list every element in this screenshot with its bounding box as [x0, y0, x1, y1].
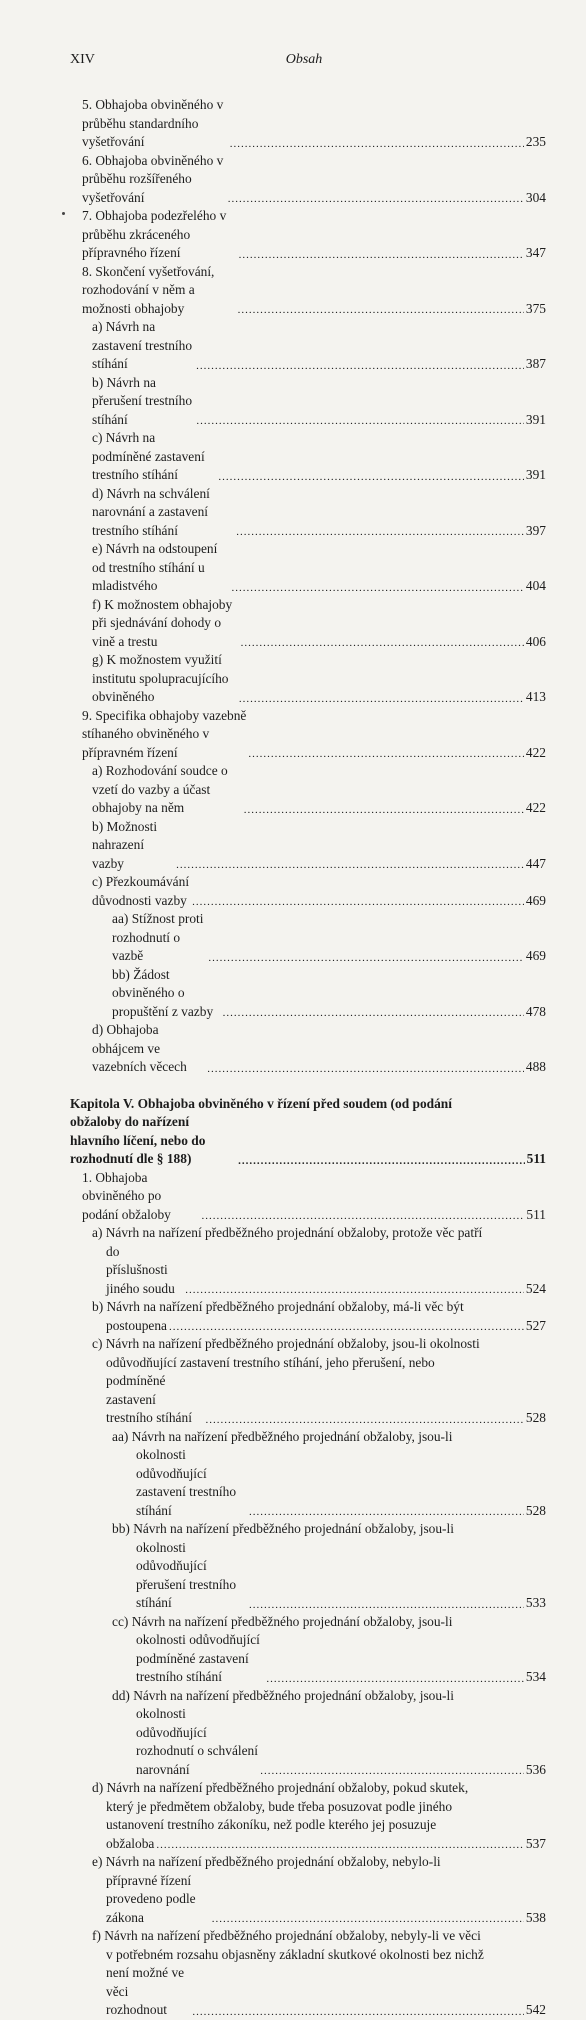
- toc-entry: [70, 540, 546, 596]
- toc-entry: [70, 596, 546, 652]
- toc-entry-page: 528: [525, 1410, 546, 1425]
- leader-dots: [248, 746, 524, 762]
- toc-entry-title: 8. Skončení vyšetřování, rozhodování v něm a možnosti obhajoby: [82, 263, 215, 316]
- toc-entry-title: g) K možnostem využití institutu spolupracujícího obviněného: [92, 652, 229, 704]
- running-title: Obsah: [285, 52, 323, 67]
- toc-entry-line: [92, 1298, 546, 1317]
- toc-entry-line: [112, 1687, 546, 1706]
- toc-entry-line: [92, 1779, 546, 1798]
- toc-entry: [70, 1169, 546, 1225]
- toc-entry: [70, 152, 546, 208]
- toc-entry-line: [112, 1613, 546, 1632]
- toc-entry-line: [92, 1927, 546, 1946]
- toc-entry-page: 469: [525, 892, 546, 908]
- toc-entry-page: 536: [525, 1761, 546, 1777]
- toc-entry-page: 524: [525, 1280, 546, 1296]
- toc-entry-page: 447: [525, 855, 546, 871]
- toc-entry-title: aa) Návrh na nařízení předběžného projednání obžaloby, jsou-li: [112, 1428, 453, 1444]
- toc-entry-page: 347: [525, 245, 546, 260]
- toc-entry-title: 9. Specifika obhajoby vazebně stíhaného obviněného v přípravném řízení: [82, 707, 247, 760]
- toc-entry-line: [92, 1816, 546, 1835]
- toc-entry-title: 7. Obhajoba podezřelého v průběhu zkráceného přípravného řízení: [82, 208, 227, 260]
- toc-entry-page: 542: [525, 2002, 546, 2017]
- leader-dots: [208, 950, 524, 966]
- leader-dots: [223, 1005, 524, 1021]
- toc-entry-title: c) Přezkoumávání důvodnosti vazby: [92, 874, 190, 908]
- leader-dots: [185, 1282, 524, 1298]
- toc-entry: [70, 873, 546, 910]
- toc-entry-title: postoupena: [106, 1317, 167, 1333]
- leader-dots: [192, 2004, 523, 2020]
- toc-entry-title: není možné ve věci rozhodnout: [106, 1965, 185, 2017]
- toc-entry-title: c) Návrh na nařízení předběžného projednání obžaloby, jsou-li okolnosti: [92, 1336, 480, 1351]
- toc-entry-page: 537: [525, 1835, 546, 1851]
- leader-dots: [202, 1208, 525, 1224]
- toc-entry: [70, 818, 546, 874]
- leader-dots: [196, 413, 524, 429]
- toc-entry-page: 406: [525, 633, 546, 649]
- chapter-title-text: obžaloby do nařízení hlavního líčení, nebo do rozhodnutí dle § 188): [70, 1114, 206, 1166]
- leader-dots: [244, 802, 524, 818]
- chapter-heading: [70, 1095, 546, 1169]
- leader-dots: [169, 1319, 524, 1335]
- toc-entry-page: 527: [525, 1317, 546, 1333]
- toc-entry: [70, 651, 546, 707]
- toc-entry-page: 304: [525, 189, 546, 205]
- toc-entry: [70, 707, 546, 763]
- toc-entry-title: a) Návrh na nařízení předběžného projednání obžaloby, protože věc patří: [92, 1225, 483, 1240]
- table-of-contents: [70, 96, 546, 2020]
- toc-entry: [70, 1224, 546, 1298]
- toc-entry-last-line: [82, 1169, 546, 1225]
- toc-entry-line: [92, 1853, 546, 1872]
- toc-entry: [70, 1021, 546, 1077]
- leader-dots: [249, 1597, 524, 1613]
- toc-entry-page: 511: [526, 1206, 546, 1222]
- toc-entry-page: 404: [525, 578, 546, 593]
- toc-entry: [70, 207, 546, 263]
- toc-entry-page: 413: [525, 689, 546, 704]
- toc-entry: [70, 1927, 546, 2020]
- toc-entry-title: d) Návrh na schválení narovnání a zastavení trestního stíhání: [92, 485, 210, 538]
- toc-entry-title: bb) Žádost obviněného o propuštění z vazby: [112, 966, 214, 1019]
- toc-entry-last-line: [92, 1372, 546, 1428]
- leader-dots: [238, 302, 524, 318]
- toc-entry: [70, 910, 546, 966]
- toc-entry-page: 538: [525, 1909, 546, 1925]
- toc-entry-title: c) Návrh na podmíněné zastavení trestního stíhání: [92, 430, 205, 482]
- leader-dots: [156, 1837, 524, 1853]
- toc-entry: [70, 1520, 546, 1613]
- leader-dots: [238, 1153, 525, 1169]
- toc-entry-title: ustanovení trestního zákoníku, než podle kterého jej posuzuje: [106, 1817, 437, 1832]
- chapter-title-line-1: Kapitola V. Obhajoba obviněného v řízení před soudem (od podání: [70, 1095, 452, 1111]
- toc-entry-last-line: [112, 1705, 546, 1779]
- toc-entry-line: [92, 1946, 546, 1965]
- toc-entry-page: 235: [525, 134, 546, 149]
- toc-entry-title: f) K možnostem obhajoby při sjednávání dohody o vině a trestu: [92, 596, 233, 649]
- toc-entry-title: přípravné řízení provedeno podle zákona: [106, 1872, 196, 1925]
- toc-entry-page: 533: [525, 1595, 546, 1610]
- toc-entry-title: b) Návrh na nařízení předběžného projednání obžaloby, má-li věc být: [92, 1299, 464, 1314]
- toc-entry-title: d) Návrh na nařízení předběžného projednání obžaloby, pokud skutek,: [92, 1780, 469, 1795]
- toc-entry: [70, 762, 546, 818]
- toc-entry-title: 1. Obhajoba obviněného po podání obžaloby: [82, 1169, 171, 1222]
- toc-entry-title: f) Návrh na nařízení předběžného projednání obžaloby, nebyly-li ve věci: [92, 1928, 481, 1943]
- toc-entry-line: [112, 1428, 546, 1447]
- leader-dots: [205, 1412, 523, 1428]
- toc-entry-page: 387: [525, 356, 546, 371]
- toc-entry-page: 534: [525, 1669, 546, 1684]
- chapter-page-number: 511: [526, 1151, 546, 1166]
- toc-entry-last-line: [112, 1446, 546, 1520]
- toc-entry: [70, 966, 546, 1022]
- toc-entry-title: okolnosti odůvodňující zastavení trestního stíhání: [136, 1447, 237, 1518]
- toc-entry-title: e) Návrh na odstoupení od trestního stíhání u mladistvého: [92, 541, 218, 593]
- toc-entry-title: okolnosti odůvodňující přerušení trestního stíhání: [136, 1539, 237, 1610]
- toc-entry: [70, 1687, 546, 1780]
- toc-entry: [70, 1853, 546, 1927]
- toc-entry-title: 6. Obhajoba obviněného v průběhu rozšířeného vyšetřování: [82, 152, 224, 205]
- toc-entry-title: obžaloba: [106, 1835, 155, 1851]
- leader-dots: [231, 580, 523, 596]
- toc-entry-title: okolnosti odůvodňující podmíněné zastavení trestního stíhání: [136, 1632, 260, 1684]
- toc-entry: [70, 1779, 546, 1853]
- toc-section-2: [70, 1169, 546, 2020]
- toc-entry-page: 528: [525, 1502, 546, 1518]
- toc-entry-title: 5. Obhajoba obviněného v průběhu standardního vyšetřování: [82, 97, 224, 149]
- leader-dots: [236, 524, 524, 540]
- page-header: [70, 52, 538, 70]
- toc-section-1: [70, 96, 546, 1077]
- toc-entry-last-line: [112, 1539, 546, 1613]
- toc-entry-title: b) Možnosti nahrazení vazby: [92, 818, 158, 871]
- toc-entry-last-line: [92, 1317, 546, 1336]
- toc-entry-title: který je předmětem obžaloby, bude třeba posuzovat podle jiného: [106, 1798, 453, 1814]
- toc-entry: [70, 96, 546, 152]
- toc-entry-last-line: [92, 1872, 546, 1928]
- toc-entry: [70, 429, 546, 485]
- toc-entry-title: e) Návrh na nařízení předběžného projednání obžaloby, nebylo-li: [92, 1854, 441, 1869]
- toc-entry-page: 478: [525, 1003, 546, 1019]
- toc-entry: [70, 318, 546, 374]
- toc-entry: [70, 374, 546, 430]
- leader-dots: [239, 247, 524, 263]
- toc-entry: [70, 1613, 546, 1687]
- toc-entry-page: 391: [525, 467, 546, 482]
- toc-entry: [70, 1428, 546, 1521]
- leader-dots: [260, 1763, 524, 1779]
- toc-entry-line: [92, 1335, 546, 1354]
- toc-entry-title: dd) Návrh na nařízení předběžného projednání obžaloby, jsou-li: [112, 1687, 454, 1703]
- print-speck: [62, 212, 65, 215]
- toc-entry-last-line: [112, 1631, 546, 1687]
- leader-dots: [218, 469, 524, 485]
- toc-entry-page: 422: [525, 744, 546, 760]
- toc-entry-title: d) Obhajoba obhájcem ve vazebních věcech: [92, 1022, 187, 1074]
- toc-entry-page: 422: [525, 800, 546, 815]
- toc-entry-page: 488: [525, 1059, 546, 1074]
- leader-dots: [212, 1911, 524, 1927]
- toc-entry-page: 391: [525, 411, 546, 427]
- toc-entry-title: podmíněné zastavení trestního stíhání: [106, 1373, 192, 1425]
- toc-entry-line: [92, 1224, 546, 1243]
- toc-entry-title: v potřebném rozsahu objasněny základní skutkové okolnosti bez nichž: [106, 1946, 484, 1962]
- toc-entry-line: [92, 1354, 546, 1373]
- leader-dots: [239, 691, 524, 707]
- toc-entry-title: okolnosti odůvodňující rozhodnutí o schválení narovnání: [136, 1706, 258, 1777]
- toc-entry-page: 397: [525, 522, 546, 538]
- toc-entry-title: bb) Návrh na nařízení předběžného projednání obžaloby, jsou-li: [112, 1521, 454, 1536]
- leader-dots: [196, 358, 524, 374]
- leader-dots: [230, 136, 524, 152]
- leader-dots: [241, 635, 524, 651]
- toc-entry-page: 469: [525, 948, 546, 963]
- toc-entry-line: [112, 1520, 546, 1539]
- leader-dots: [266, 1671, 524, 1687]
- chapter-title-line-2: [70, 1113, 546, 1169]
- toc-entry-title: a) Rozhodování soudce o vzetí do vazby a účast obhajoby na něm: [92, 763, 228, 815]
- toc-entry-last-line: [92, 1835, 546, 1854]
- leader-dots: [192, 894, 524, 910]
- toc-entry-line: [92, 1798, 546, 1817]
- toc-entry: [70, 1298, 546, 1335]
- toc-entry: [70, 1335, 546, 1428]
- leader-dots: [207, 1061, 524, 1077]
- toc-entry-title: odůvodňující zastavení trestního stíhání, jeho přerušení, nebo: [106, 1354, 435, 1370]
- toc-entry-title: a) Návrh na zastavení trestního stíhání: [92, 319, 193, 371]
- leader-dots: [176, 857, 524, 873]
- page-number: XIV: [70, 52, 95, 67]
- toc-entry-last-line: [92, 1243, 546, 1299]
- toc-entry: [70, 485, 546, 541]
- toc-entry-title: aa) Stížnost proti rozhodnutí o vazbě: [112, 911, 204, 963]
- toc-entry-page: 375: [525, 300, 546, 316]
- toc-entry-title: b) Návrh na přerušení trestního stíhání: [92, 374, 193, 427]
- toc-entry: [70, 263, 546, 319]
- toc-entry-title: do příslušnosti jiného soudu: [106, 1243, 175, 1296]
- toc-entry-title: cc) Návrh na nařízení předběžného projednání obžaloby, jsou-li: [112, 1613, 453, 1629]
- leader-dots: [249, 1504, 524, 1520]
- leader-dots: [228, 191, 524, 207]
- toc-entry-last-line: [92, 1964, 546, 2020]
